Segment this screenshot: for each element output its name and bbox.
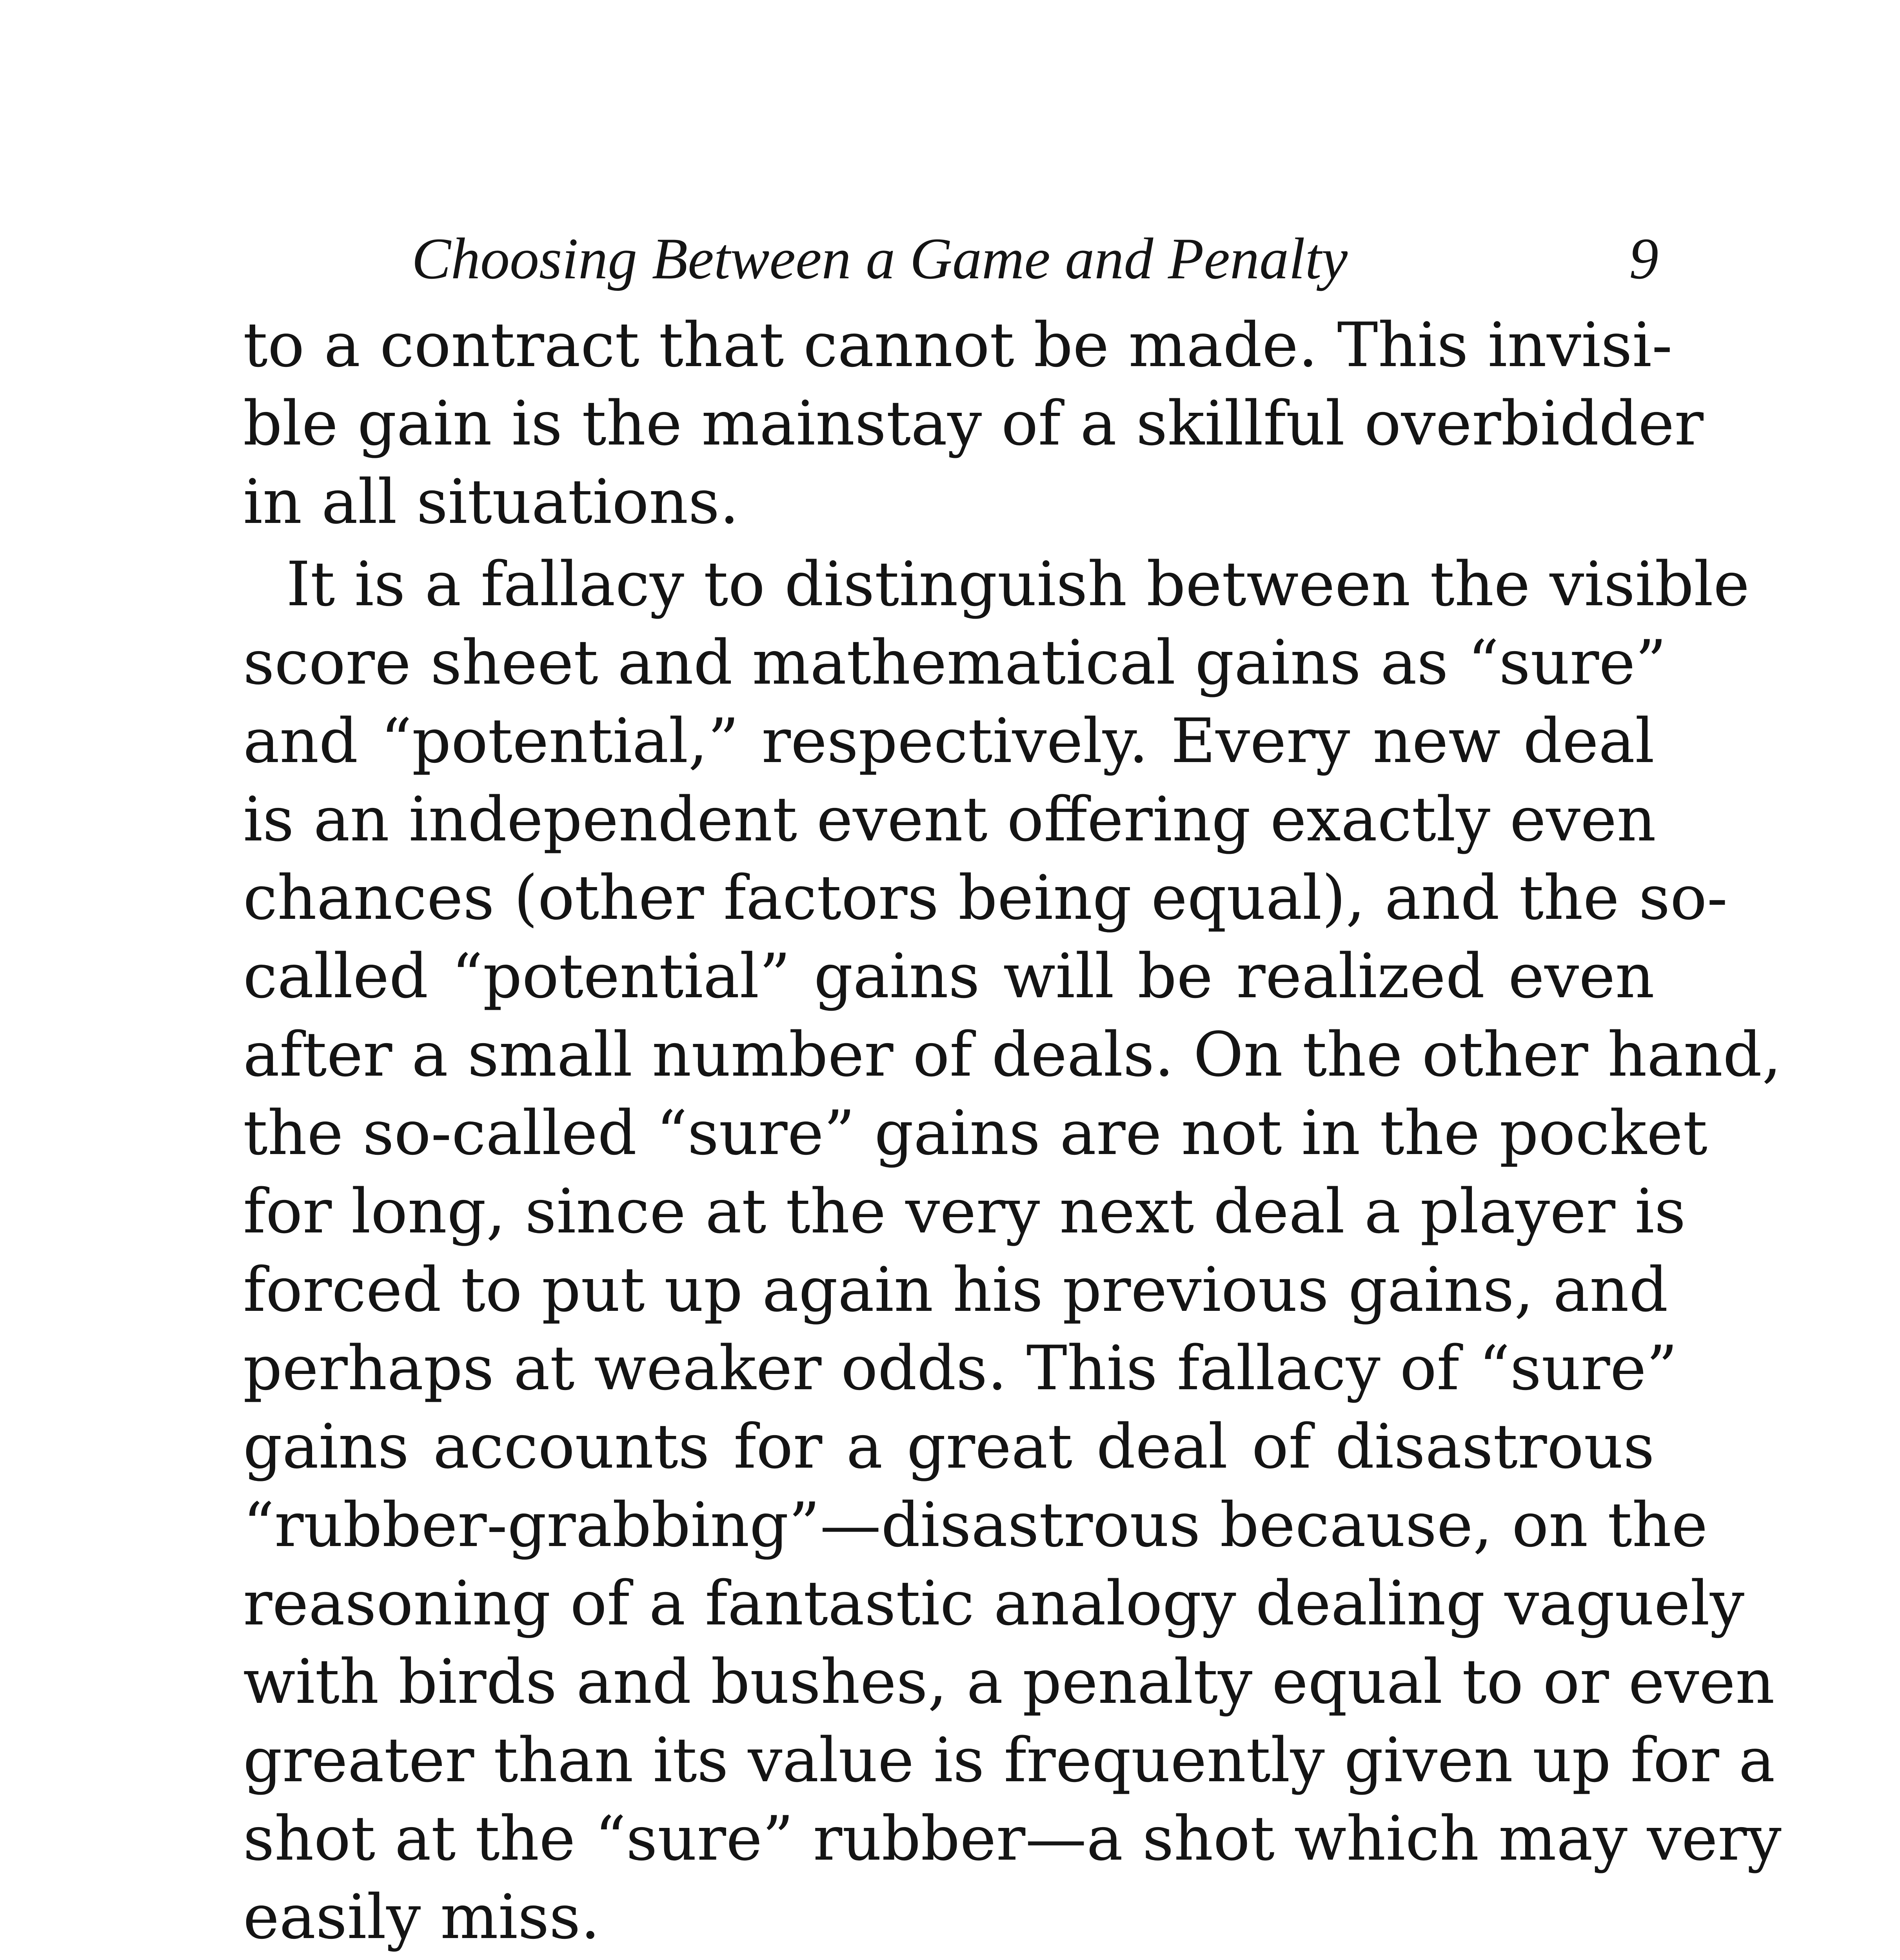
text-line: after a small number of deals. On the other hand, [243, 1019, 1782, 1090]
text-line: greater than its value is frequently given up for a [243, 1724, 1775, 1796]
text-line: shot at the “sure” rubber—a shot which may very [243, 1803, 1782, 1874]
text-line: with birds and bushes, a penalty equal to or even [243, 1646, 1775, 1717]
text-line: forced to put up again his previous gains, and [243, 1254, 1668, 1325]
text-line: the so-called “sure” gains are not in the pocket [243, 1097, 1707, 1169]
text-line: and “potential,” respectively. Every new deal [243, 705, 1655, 777]
text-line: ble gain is the mainstay of a skillful overbidder [243, 388, 1704, 459]
text-line: is an independent event offering exactly even [243, 784, 1656, 855]
text-line: called “potential” gains will be realized even [243, 940, 1655, 1012]
text-line: reasoning of a fantastic analogy dealing vaguely [243, 1568, 1745, 1639]
running-head [412, 220, 1658, 298]
text-line: gains accounts for a great deal of disastrous [243, 1411, 1655, 1482]
text-line: “rubber-grabbing”—disastrous because, on the [243, 1489, 1708, 1561]
text-line: for long, since at the very next deal a player is [243, 1176, 1686, 1247]
text-line: perhaps at weaker odds. This fallacy of “sure” [243, 1332, 1678, 1404]
text-line: It is a fallacy to distinguish between the visible [286, 548, 1750, 620]
text-line: in all situations. [243, 466, 739, 537]
text-line: to a contract that cannot be made. This invisi- [243, 309, 1673, 381]
text-line: chances (other factors being equal), and the so- [243, 862, 1728, 933]
running-title: Choosing Between a Game and Penalty [412, 226, 1348, 291]
text-line: score sheet and mathematical gains as “sure” [243, 627, 1667, 698]
text-line: easily miss. [243, 1881, 600, 1953]
page-number: 9 [1629, 226, 1658, 291]
